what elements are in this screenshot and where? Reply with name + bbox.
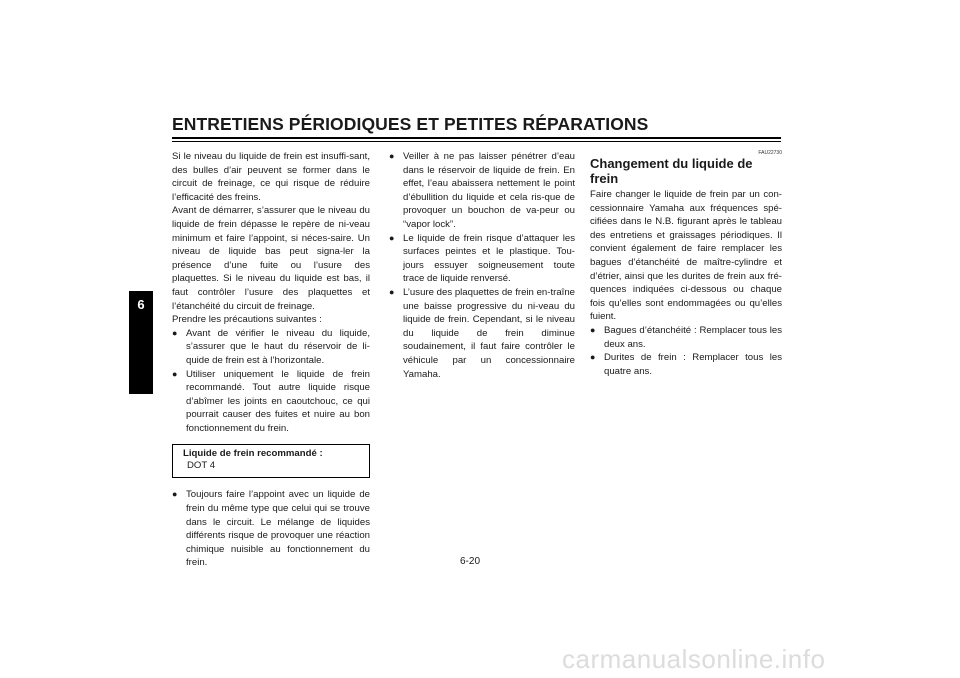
bullet-item: ● Toujours faire l’appoint avec un liquide de frein du même type que celui qui se trouve dans le circuit. Le mélange de liquides différents risque de provoquer une réaction chimique nuisible au fonctionnement du frein. (172, 488, 370, 570)
section-code: FAU22730 (758, 150, 782, 156)
bullet-item: ● Avant de vérifier le niveau du liquide, s’assurer que le haut du réservoir de li-quide de frein est à l’horizontale. (172, 327, 370, 368)
paragraph: Faire changer le liquide de frein par un con-cessionnaire Yamaha aux fréquences spé-cifiées dans le N.B. figurant après le tableau des entretiens et graissages périodiques. Il convient également de faire remplacer les bagues d’étanchéité de maître-cylindre et d’étrier, ainsi que les durites de frein aux fré-quences indiquées ci-dessous ou chaque fois qu’elles sont endommagées ou qu’elles fuient. (590, 189, 782, 323)
header-rule-thick (172, 137, 781, 139)
spec-box-value: DOT 4 (187, 460, 216, 472)
column-middle (389, 150, 575, 381)
bullet-item: ● Utiliser uniquement le liquide de frein recommandé. Tout autre liquide risque d’abîmer les joints en caoutchouc, ce qui pourrait causer des fuites et nuire au bon fonctionnement du frein. (172, 368, 370, 436)
page-number: 6-20 (459, 556, 480, 567)
bullet-item: ● Durites de frein : Remplacer tous les quatre ans. (590, 351, 782, 378)
column-right (590, 150, 782, 378)
column-left (172, 150, 370, 570)
watermark: carmanualsonline.info (562, 644, 826, 674)
paragraph: Avant de démarrer, s’assurer que le niveau du liquide de frein dépasse le repère de ni-veau minimum et faire l’appoint, si néces-saire. Un niveau de liquide bas peut signa-ler la présence d’une fuite ou l’usure des plaquettes. Si le niveau du liquide est bas, il faut contrôler l’usure des plaquettes et l’étanchéité du circuit de freinage. (172, 205, 370, 312)
paragraph: Si le niveau du liquide de frein est insuffi-sant, des bulles d’air peuvent se former dans le circuit de freinage, ce qui risque de réduire l’efficacité des freins. (172, 151, 370, 203)
spec-box (172, 444, 370, 478)
bullet-item: ● L’usure des plaquettes de frein en-traîne une baisse progressive du ni-veau du liquide de frein. Cependant, si le niveau du liquide de frein diminue soudainement, il faut faire contrôler le véhicule par un concessionnaire Yamaha. (389, 286, 575, 381)
page-title: ENTRETIENS PÉRIODIQUES ET PETITES RÉPARATIONS (172, 114, 649, 134)
chapter-tab: 6 (129, 291, 153, 394)
bullet-item: ● Le liquide de frein risque d’attaquer les surfaces peintes et le plastique. Tou-jours essuyer soigneusement toute trace de liquide renversé. (389, 232, 575, 286)
bullet-item: ● Veiller à ne pas laisser pénétrer d’eau dans le réservoir de liquide de frein. En effet, l’eau abaissera nettement le point d’ébullition du liquide et cela ris-que de provoquer un bouchon de va-peur ou “vapor lock”. (389, 150, 575, 232)
header-rule-thin (172, 141, 781, 142)
bullet-item: ● Bagues d’étanchéité : Remplacer tous les deux ans. (590, 324, 782, 351)
spec-box-title: Liquide de frein recommandé : (183, 448, 323, 460)
section-heading: Changement du liquide de frein (590, 156, 753, 186)
paragraph: Prendre les précautions suivantes : (172, 314, 322, 326)
